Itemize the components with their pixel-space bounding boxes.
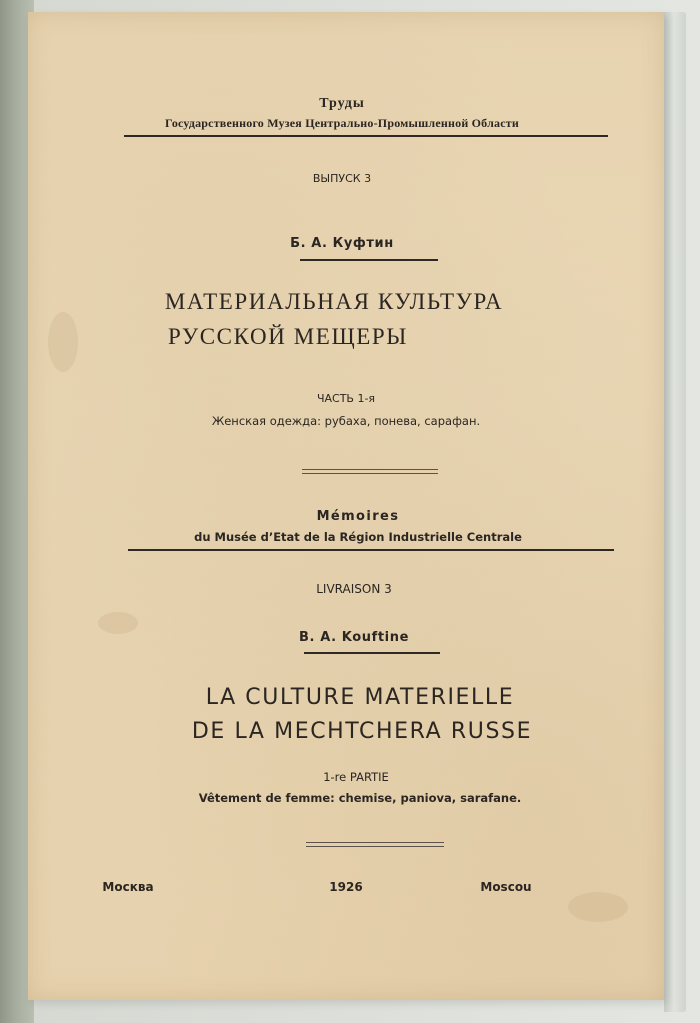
title-page [28,12,664,1000]
subtitle-ru: Женская одежда: рубаха, понева, сарафан. [211,414,481,428]
series-title-fr: Mémoires [316,509,400,524]
author-ru: Б. А. Куфтин [290,236,394,251]
museum-name-ru: Государственного Музея Центрально-Промышленной Области [165,116,519,130]
imprint-year: 1926 [329,880,363,894]
issue-label-fr: LIVRAISON 3 [316,582,392,596]
book-title-ru-line2: РУССКОЙ МЕЩЕРЫ [168,324,408,349]
museum-underline-fr [128,549,614,551]
section-divider [302,469,438,474]
subtitle-fr: Vêtement de femme: chemise, paniova, sarafane. [198,791,522,805]
issue-label-ru: ВЫПУСК 3 [312,172,372,185]
part-label-fr: 1-re PARTIE [323,770,389,784]
imprint-divider [306,842,444,847]
book-title-fr-line1: LA CULTURE MATERIELLE [205,685,515,710]
book-title-ru-line1: МАТЕРИАЛЬНАЯ КУЛЬТУРА [164,289,504,314]
imprint-city-fr: Moscou [480,880,532,894]
series-title-ru: Труды [319,96,365,111]
museum-underline-ru [124,135,608,137]
part-label-ru: ЧАСТЬ 1-я [316,392,376,405]
author-underline-fr [304,652,440,654]
imprint-city-ru: Москва [102,880,154,894]
museum-name-fr: du Musée d’Etat de la Région Industrielle Centrale [194,530,522,544]
author-fr: B. A. Kouftine [299,630,409,645]
author-underline-ru [300,259,438,261]
book-title-fr-line2: DE LA MECHTCHERA RUSSE [191,719,533,744]
foxing-spot [568,892,628,922]
